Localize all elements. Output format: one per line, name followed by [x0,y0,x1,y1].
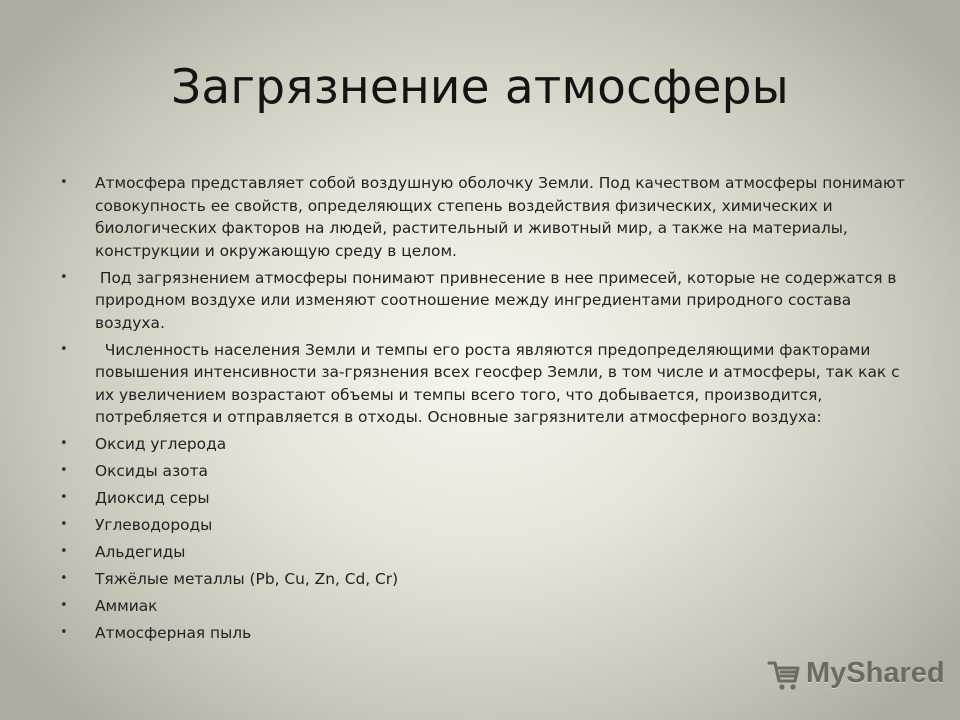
watermark-text: MyShared [806,657,945,689]
bullet-dot: • [60,517,68,532]
bullet-item [60,339,910,429]
bullet-text: Оксиды азота [95,462,208,480]
bullet-text: Тяжёлые металлы (Pb, Cu, Zn, Cd, Cr) [95,570,399,588]
bullet-item [60,267,910,335]
bullet-item [60,514,910,537]
bullet-dot: • [60,436,68,451]
bullet-text: Численность населения Земли и темпы его роста являются предопределяющими факторами повышения интенсивности за-грязнения всех геосфер Земли, в том числе и атмосферы, так как с их увеличением возрастают объемы и темпы всего того, что добывается, производится, потребляется и отправляется в отходы. Основные загрязнители атмосферного воздуха: [95,340,905,426]
bullet-item [60,595,910,618]
bullet-dot: • [60,490,68,505]
bullet-dot: • [60,175,68,190]
cart-icon [766,657,802,693]
bullet-item [60,433,910,456]
myshared-watermark[interactable] [766,655,945,695]
bullet-text: Под загрязнением атмосферы понимают привнесение в нее примесей, которые не содержатся в природном воздухе или изменяют соотношение между ингредиентами природного состава воздуха. [95,268,902,332]
bullet-dot: • [60,341,68,357]
bullet-item [60,172,910,262]
bullet-item [60,568,910,591]
bullet-text: Оксид углерода [95,435,227,453]
bullet-dot: • [60,463,68,478]
bullet-item [60,622,910,645]
bullet-text: Аммиак [95,597,158,615]
bullet-text: Атмосфера представляет собой воздушную оболочку Земли. Под качеством атмосферы понимают совокупность ее свойств, определяющих степень воздействия физических, химических и биологических факторов на людей, растительный и животный мир, а также на материалы, конструкции и окружающую среду в целом. [95,174,905,260]
bullet-list [60,172,910,649]
bullet-dot: • [60,269,68,285]
bullet-dot: • [60,544,68,559]
bullet-dot: • [60,598,68,613]
bullet-item [60,487,910,510]
bullet-dot: • [60,571,68,586]
bullet-dot: • [60,625,68,640]
bullet-text: Углеводороды [95,516,213,534]
slide-title: Загрязнение атмосферы [171,60,789,115]
bullet-item [60,460,910,483]
bullet-item [60,541,910,564]
bullet-text: Диоксид серы [95,489,210,507]
bullet-text: Альдегиды [95,543,186,561]
bullet-text: Атмосферная пыль [95,624,252,642]
